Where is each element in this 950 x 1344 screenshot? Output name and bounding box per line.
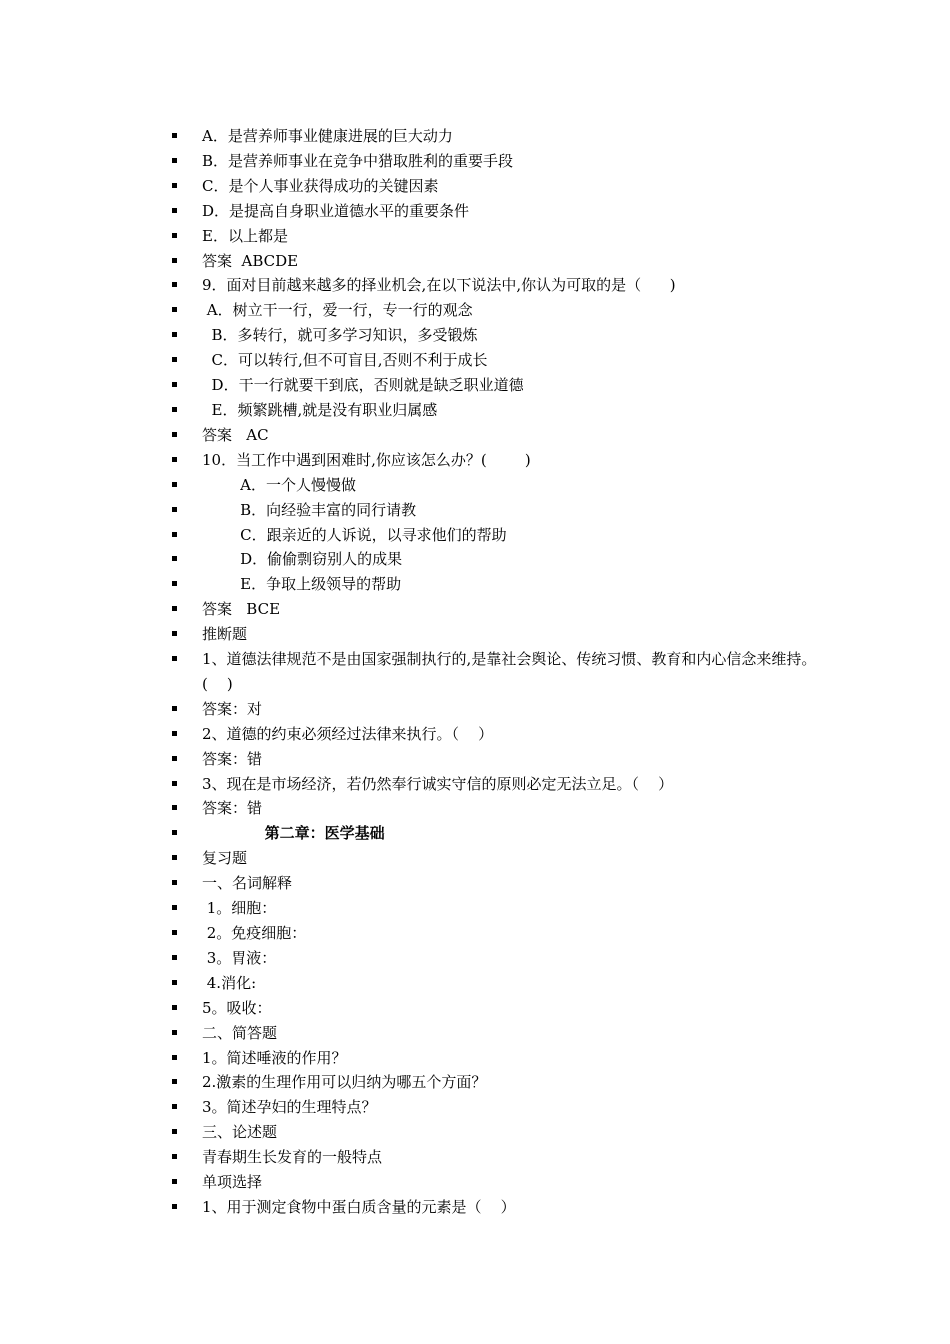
square-bullet-icon <box>172 507 177 512</box>
list-item-text: 3。胃液： <box>202 948 277 967</box>
square-bullet-icon <box>172 1179 177 1184</box>
list-item-text: A．是营养师事业健康进展的巨大动力 <box>202 127 453 145</box>
list-item-text: 答案 AC <box>202 425 269 444</box>
list-item-text: 答案：对 <box>202 699 263 718</box>
list-item <box>170 622 820 647</box>
list-item <box>170 498 820 523</box>
square-bullet-icon <box>172 781 177 786</box>
square-bullet-icon <box>172 482 177 487</box>
square-bullet-icon <box>172 1055 177 1060</box>
list-item-text: 复习题 <box>202 849 248 868</box>
square-bullet-icon <box>172 1079 177 1084</box>
square-bullet-icon <box>172 457 177 462</box>
list-item <box>170 547 820 572</box>
list-item <box>170 1145 820 1170</box>
list-item-text: 答案：错 <box>202 799 263 818</box>
list-item <box>170 398 820 423</box>
list-item <box>170 423 820 448</box>
square-bullet-icon <box>172 258 177 263</box>
list-item-text: 三、论述题 <box>202 1123 278 1142</box>
square-bullet-icon <box>172 955 177 960</box>
list-item-text: D．偷偷剽窃别人的成果 <box>202 550 403 569</box>
square-bullet-icon <box>172 208 177 213</box>
square-bullet-icon <box>172 656 177 661</box>
square-bullet-icon <box>172 880 177 885</box>
list-item <box>170 1070 820 1095</box>
square-bullet-icon <box>172 905 177 910</box>
square-bullet-icon <box>172 805 177 810</box>
list-item-text: 推断题 <box>202 625 248 644</box>
list-item <box>170 1095 820 1120</box>
list-item <box>170 846 820 871</box>
square-bullet-icon <box>172 756 177 761</box>
list-item <box>170 1170 820 1195</box>
list-item-text: 单项选择 <box>202 1173 263 1192</box>
square-bullet-icon <box>172 855 177 860</box>
list-item <box>170 523 820 548</box>
list-item-text: 答案 BCE <box>202 600 281 619</box>
list-item <box>170 1120 820 1145</box>
list-item-text: 5。吸收： <box>202 998 272 1017</box>
list-item <box>170 996 820 1021</box>
square-bullet-icon <box>172 307 177 312</box>
square-bullet-icon <box>172 1104 177 1109</box>
list-item-text: A．树立干一行，爱一行，专一行的观念 <box>202 301 473 320</box>
list-item-text: 1、用于测定食物中蛋白质含量的元素是（ ） <box>202 1197 516 1216</box>
list-item-text: 二、简答题 <box>202 1023 278 1042</box>
list-item <box>170 124 820 149</box>
square-bullet-icon <box>172 830 177 835</box>
list-item <box>170 747 820 772</box>
list-item <box>170 1195 820 1220</box>
list-item-text: E．频繁跳槽,就是没有职业归属感 <box>202 400 438 419</box>
square-bullet-icon <box>172 606 177 611</box>
square-bullet-icon <box>172 233 177 238</box>
list-item <box>170 597 820 622</box>
square-bullet-icon <box>172 432 177 437</box>
list-item-text: E．以上都是 <box>202 226 288 245</box>
list-item-text: B．是营养师事业在竞争中猎取胜利的重要手段 <box>202 151 514 170</box>
list-item <box>170 871 820 896</box>
square-bullet-icon <box>172 706 177 711</box>
list-item-text: D．是提高自身职业道德水平的重要条件 <box>202 201 470 220</box>
list-item-text: 2.激素的生理作用可以归纳为哪五个方面？ <box>202 1073 487 1092</box>
list-item <box>170 722 820 747</box>
square-bullet-icon <box>172 731 177 736</box>
square-bullet-icon <box>172 1154 177 1159</box>
list-item-text: 3、现在是市场经济，若仍然奉行诚实守信的原则必定无法立足。（ ） <box>202 774 674 793</box>
list-item <box>170 697 820 722</box>
list-item-text: 4.消化: <box>202 973 257 992</box>
list-item <box>170 896 820 921</box>
list-item <box>170 448 820 473</box>
list-item-text: 2、道德的约束必须经过法律来执行。（ ） <box>202 724 494 743</box>
list-item-text: A．一个人慢慢做 <box>202 475 356 494</box>
list-item-text: 10．当工作中遇到困难时,你应该怎么办？( ) <box>202 450 531 469</box>
square-bullet-icon <box>172 158 177 163</box>
square-bullet-icon <box>172 532 177 537</box>
list-item-text: B．多转行，就可多学习知识，多受锻炼 <box>202 326 478 345</box>
square-bullet-icon <box>172 183 177 188</box>
square-bullet-icon <box>172 631 177 636</box>
list-item <box>170 323 820 348</box>
square-bullet-icon <box>172 980 177 985</box>
list-item <box>170 174 820 199</box>
list-item-text: B．向经验丰富的同行请教 <box>202 500 417 519</box>
chapter-heading: 第二章：医学基础 <box>202 824 385 843</box>
list-item <box>170 199 820 224</box>
list-item-text: 1、道德法律规范不是由国家强制执行的,是靠社会舆论、传统习惯、教育和内心信念来维持。( ) <box>202 650 817 693</box>
square-bullet-icon <box>172 1005 177 1010</box>
list-item-text: 9．面对目前越来越多的择业机会,在以下说法中,你认为可取的是（ ) <box>202 276 676 295</box>
list-item <box>170 348 820 373</box>
square-bullet-icon <box>172 332 177 337</box>
list-item <box>170 921 820 946</box>
list-item <box>170 149 820 174</box>
square-bullet-icon <box>172 1204 177 1209</box>
list-item-text: 答案 ABCDE <box>202 251 299 270</box>
square-bullet-icon <box>172 1030 177 1035</box>
square-bullet-icon <box>172 382 177 387</box>
list-item-text: C．是个人事业获得成功的关键因素 <box>202 176 439 195</box>
list-item <box>170 373 820 398</box>
list-item <box>170 249 820 274</box>
square-bullet-icon <box>172 581 177 586</box>
list-item-text: 青春期生长发育的一般特点 <box>202 1148 383 1167</box>
list-item <box>170 772 820 797</box>
square-bullet-icon <box>172 407 177 412</box>
list-item-text: 答案：错 <box>202 749 263 768</box>
list-item-text: 3。简述孕妇的生理特点？ <box>202 1098 377 1117</box>
list-item <box>170 796 820 821</box>
list-item <box>170 647 820 697</box>
square-bullet-icon <box>172 930 177 935</box>
list-item <box>170 1021 820 1046</box>
list-item-text: C．跟亲近的人诉说，以寻求他们的帮助 <box>202 525 507 544</box>
list-item <box>170 224 820 249</box>
square-bullet-icon <box>172 556 177 561</box>
square-bullet-icon <box>172 282 177 287</box>
list-item-text: E．争取上级领导的帮助 <box>202 575 402 594</box>
list-item <box>170 298 820 323</box>
list-item <box>170 1046 820 1071</box>
list-item-text: 一、名词解释 <box>202 874 293 893</box>
square-bullet-icon <box>172 1129 177 1134</box>
list-item <box>170 273 820 298</box>
square-bullet-icon <box>172 133 177 138</box>
list-item <box>170 946 820 971</box>
list-item <box>170 971 820 996</box>
list-item-text: D．干一行就要干到底，否则就是缺乏职业道德 <box>202 376 524 395</box>
list-item <box>170 821 820 846</box>
list-item-text: C．可以转行,但不可盲目,否则不利于成长 <box>202 351 488 370</box>
list-item-text: 1。细胞： <box>202 899 277 918</box>
list-item-text: 2。免疫细胞： <box>202 924 307 942</box>
list-item-text: 1。简述唾液的作用？ <box>202 1048 347 1067</box>
document-bullet-list <box>170 124 820 1220</box>
list-item <box>170 572 820 597</box>
list-item <box>170 473 820 498</box>
square-bullet-icon <box>172 357 177 362</box>
